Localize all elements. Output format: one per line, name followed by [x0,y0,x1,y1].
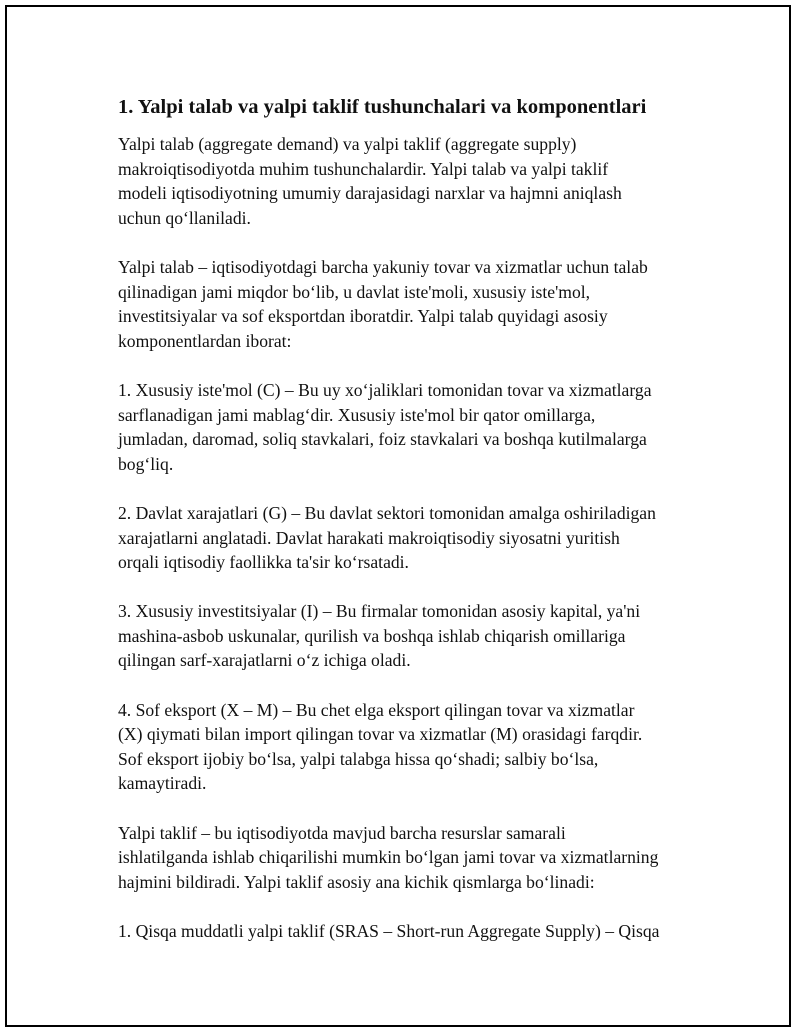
paragraph-private-consumption: 1. Xususiy iste'mol (C) – Bu uy xo‘jaliklari tomonidan tovar va xizmatlarga sarflanadigan jami mablag‘dir. Xususiy iste'mol bir qator omillarga, jumladan, daromad, soliq stavkalari, foiz stavkalari va boshqa kutilmalarga bog‘liq. [118,379,652,474]
paragraph-private-investment: 3. Xususiy investitsiyalar (I) – Bu firmalar tomonidan asosiy kapital, ya'ni mashina-asbob uskunalar, qurilish va boshqa ishlab chiqarish omillariga qilingan sarf-xarajatlarni o‘z ichiga oladi. [118,601,641,671]
paragraph-net-exports: 4. Sof eksport (X – M) – Bu chet elga eksport qilingan tovar va xizmatlar (X) qiymati bilan import qilingan tovar va xizmatlar (M) orasidagi farqdir. Sof eksport ijobiy bo‘lsa, yalpi talabga hissa qo‘shadi; salbiy bo‘lsa, kamaytiradi. [118,699,643,794]
page-title: 1. Yalpi talab va yalpi taklif tushunchalari va komponentlari [118,96,647,118]
paragraph-intro: Yalpi talab (aggregate demand) va yalpi taklif (aggregate supply) makroiqtisodiyotda muhim tushunchalardir. Yalpi talab va yalpi taklif modeli iqtisodiyotning umumiy darajasidagi narxlar va hajmni aniqlash uchun qo‘llaniladi. [118,134,622,228]
paragraph-aggregate-supply: Yalpi taklif – bu iqtisodiyotda mavjud barcha resurslar samarali ishlatilganda ishlab chiqarilishi mumkin bo‘lgan jami tovar va xizmatlarning hajmini bildiradi. Yalpi taklif asosiy ana kichik qismlarga bo‘linadi: [118,822,659,892]
paragraph-sras: 1. Qisqa muddatli yalpi taklif (SRAS – Short-run Aggregate Supply) – Qisqa [118,921,660,941]
paragraph-aggregate-demand: Yalpi talab – iqtisodiyotdagi barcha yakuniy tovar va xizmatlar uchun talab qilinadigan jami miqdor bo‘lib, u davlat iste'moli, xususiy iste'mol, investitsiyalar va sof eksportdan iboratdir. Yalpi talab quyidagi asosiy komponentlardan iborat: [118,256,648,351]
paragraph-government-spending: 2. Davlat xarajatlari (G) – Bu davlat sektori tomonidan amalga oshiriladigan xarajatlarni anglatadi. Davlat harakati makroiqtisodiy siyosatni yuritish orqali iqtisodiy faollikka ta'sir ko‘rsatadi. [118,502,656,573]
document-body [118,94,698,968]
